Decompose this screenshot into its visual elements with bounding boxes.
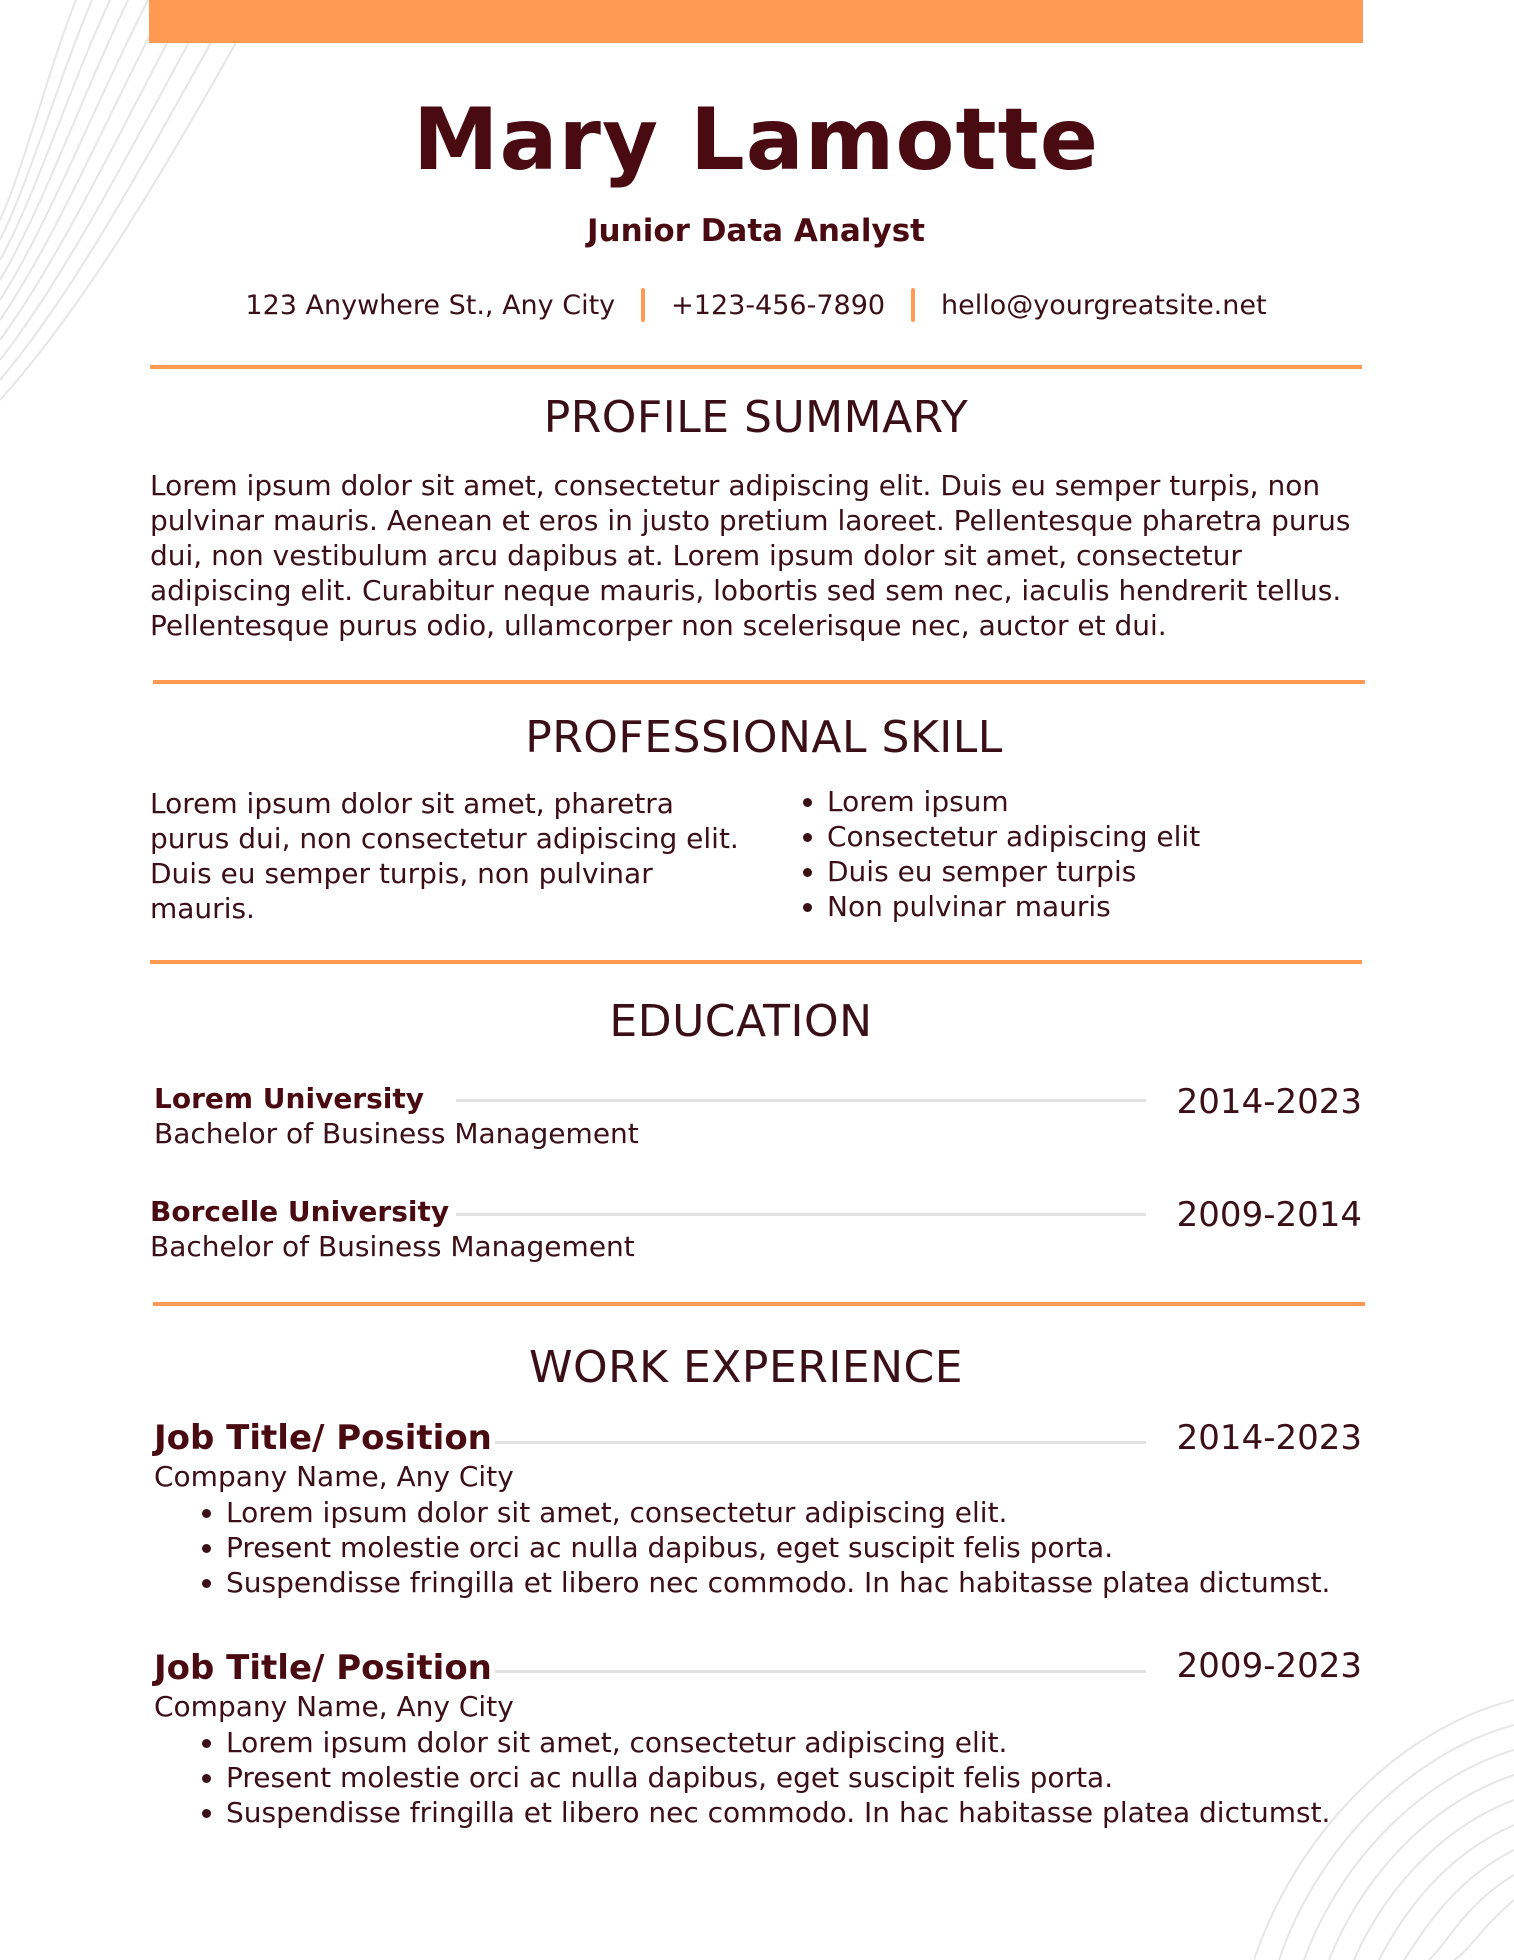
skill-list [797, 784, 1357, 924]
contact-separator [641, 288, 645, 322]
skill-item: Duis eu semper turpis [797, 854, 1357, 889]
profile-summary-text: Lorem ipsum dolor sit amet, consectetur adipiscing elit. Duis eu semper turpis, non pulvinar mauris. Aenean et eros in justo pretium laoreet. Pellentesque pharetra purus dui, non vestibulum arcu dapibus at. Lorem ipsum dolor sit amet, consectetur adipiscing elit. Curabitur neque mauris, lobortis sed sem nec, iaculis hendrerit tellus. Pellentesque purus odio, ullamcorper non scelerisque nec, auctor et dui. [150, 469, 1351, 642]
candidate-name: Mary Lamotte [412, 90, 1100, 190]
entry-divider-line [495, 1670, 1146, 1673]
professional-skill-heading: PROFESSIONAL SKILL [525, 712, 1003, 763]
entry-divider-line [456, 1213, 1146, 1216]
school-name: Lorem University [154, 1082, 425, 1115]
contact-email[interactable]: hello@yourgreatsite.net [941, 289, 1267, 321]
degree-name: Bachelor of Business Management [154, 1117, 639, 1150]
job-duty-item: Suspendisse fringilla et libero nec commodo. In hac habitasse platea dictumst. [196, 1795, 1356, 1830]
job-duties-list [196, 1725, 1356, 1830]
job-duties-list [196, 1495, 1356, 1600]
job-duty-item: Present molestie orci ac nulla dapibus, eget suscipit felis porta. [196, 1530, 1356, 1565]
work-experience-heading: WORK EXPERIENCE [528, 1342, 964, 1393]
skill-item: Lorem ipsum [797, 784, 1357, 819]
job-title: Job Title/ Position [154, 1648, 492, 1688]
degree-name: Bachelor of Business Management [150, 1230, 635, 1263]
education-entry [150, 1082, 1362, 1162]
job-duty-item: Lorem ipsum dolor sit amet, consectetur adipiscing elit. [196, 1725, 1356, 1760]
section-divider [150, 960, 1362, 964]
job-duty-item: Present molestie orci ac nulla dapibus, eget suscipit felis porta. [196, 1760, 1356, 1795]
contact-separator [911, 288, 915, 322]
contact-info [150, 288, 1362, 322]
job-duty-item: Suspendisse fringilla et libero nec commodo. In hac habitasse platea dictumst. [196, 1565, 1356, 1600]
company-name: Company Name, Any City [154, 1690, 514, 1723]
contact-phone: +123-456-7890 [671, 289, 886, 321]
section-divider [153, 680, 1365, 684]
school-name: Borcelle University [150, 1195, 450, 1228]
skill-item: Non pulvinar mauris [797, 889, 1357, 924]
contact-address: 123 Anywhere St., Any City [245, 289, 616, 321]
decorative-lines-top-left [0, 0, 300, 420]
job-title: Job Title/ Position [154, 1418, 492, 1458]
education-entry [150, 1195, 1362, 1275]
skill-description: Lorem ipsum dolor sit amet, pharetra purus dui, non consectetur adipiscing elit. Duis eu semper turpis, non pulvinar mauris. [150, 787, 739, 925]
section-divider [153, 1302, 1365, 1306]
top-accent-bar [149, 0, 1363, 43]
entry-divider-line [495, 1441, 1146, 1444]
work-entry [150, 1418, 1362, 1608]
education-years: 2014-2023 [1176, 1082, 1362, 1122]
entry-divider-line [456, 1099, 1146, 1102]
education-heading: EDUCATION [609, 996, 873, 1047]
job-years: 2009-2023 [1176, 1646, 1362, 1686]
profile-summary-heading: PROFILE SUMMARY [543, 392, 969, 443]
company-name: Company Name, Any City [154, 1460, 514, 1493]
education-years: 2009-2014 [1176, 1195, 1362, 1235]
skill-item: Consectetur adipiscing elit [797, 819, 1357, 854]
job-years: 2014-2023 [1176, 1418, 1362, 1458]
section-divider [150, 365, 1362, 369]
work-entry [150, 1648, 1362, 1838]
job-duty-item: Lorem ipsum dolor sit amet, consectetur adipiscing elit. [196, 1495, 1356, 1530]
candidate-title: Junior Data Analyst [587, 213, 925, 249]
